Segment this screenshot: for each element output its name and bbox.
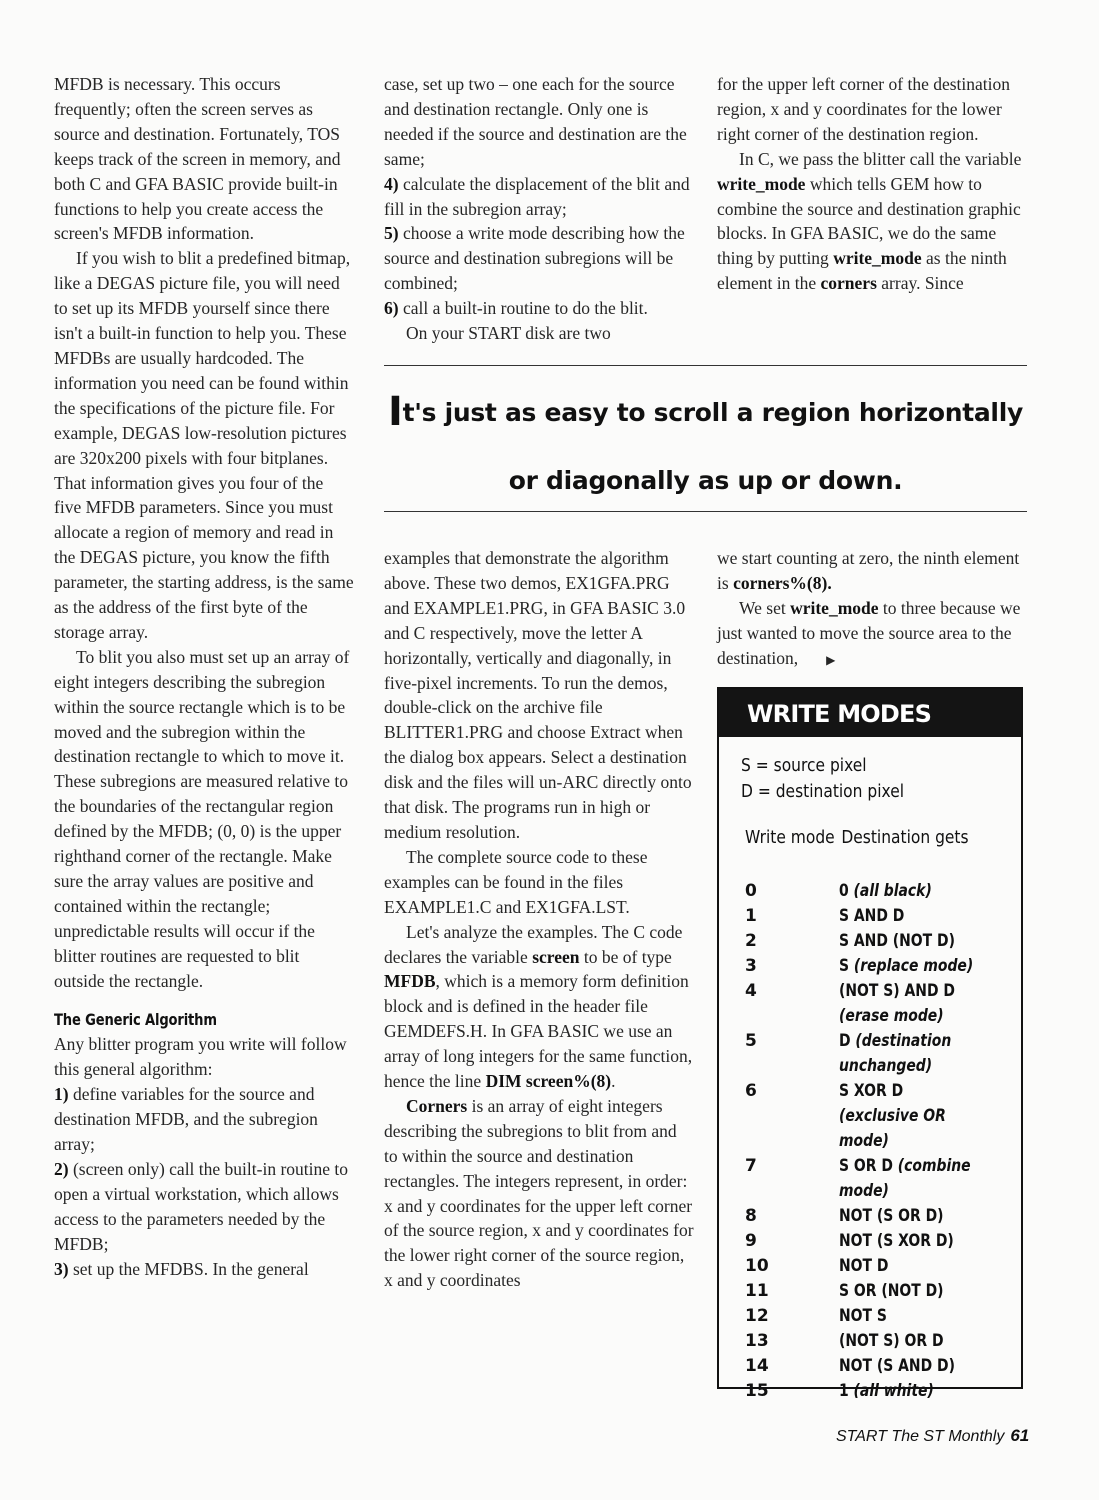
mode-expression: (NOT S) OR D	[839, 1331, 944, 1351]
mode-expression: S	[839, 956, 854, 976]
text-run: array. Since	[876, 273, 964, 294]
algorithm-step	[54, 1082, 354, 1157]
code-term: corners%(8).	[733, 572, 832, 593]
mode-expression: NOT (S XOR D)	[839, 1231, 954, 1251]
text-run: We set	[739, 597, 791, 618]
mode-result	[839, 1379, 978, 1404]
table-row	[745, 1079, 1035, 1154]
mode-expression: NOT S	[839, 1306, 887, 1326]
mode-result	[839, 1354, 978, 1379]
pullquote	[384, 378, 1027, 515]
algorithm-step	[384, 221, 694, 296]
code-term: write_mode	[790, 597, 879, 618]
column-header-mode: Write mode	[745, 827, 835, 848]
text-run: which tells GEM how to combine the source and destination graphic blocks. In GFA BASIC, we do the same thing by putting	[717, 173, 1021, 269]
paragraph: examples that demonstrate the algorithm above. These two demos, EX1GFA.PRG and EXAMPLE1.PRG, in GFA BASIC 3.0 and C respectively, move the letter A horizontally, vertically and diagonally, in five-pixel increments. To run the demos, double-click on the archive file BLITTER1.PRG and choose Extract when the dialog box appears. Select a destination disk and the files will un-ARC directly onto that disk. The programs run in high or medium resolution.	[384, 548, 692, 842]
mode-number: 4	[745, 981, 757, 1001]
table-row	[745, 1154, 1035, 1204]
mode-note-continued: (erase mode)	[839, 1006, 944, 1026]
mode-expression: S XOR D	[839, 1081, 904, 1101]
table-row	[745, 1229, 1035, 1254]
text-run: to be of type	[579, 946, 672, 967]
mode-result	[839, 1029, 978, 1079]
mode-result	[839, 979, 978, 1029]
pullquote-rule-bottom	[384, 511, 1027, 512]
step-number: 3)	[54, 1258, 69, 1279]
algorithm-step	[54, 1257, 354, 1282]
drop-cap: I	[388, 389, 403, 435]
mode-result	[839, 1154, 978, 1204]
text-run: we start counting at zero, the ninth element is	[717, 548, 1020, 593]
mode-result	[839, 879, 978, 904]
mode-number: 2	[745, 931, 757, 951]
mode-expression: S OR (NOT D)	[839, 1281, 944, 1301]
paragraph: MFDB is necessary. This occurs frequently; often the screen serves as source and destination. Fortunately, TOS keeps track of the screen in memory, and both C and GFA BASIC provide built-in functions to help you create access the screen's MFDB information.	[54, 74, 341, 244]
code-term: screen	[532, 946, 580, 967]
text-run: In C, we pass the blitter call the variable	[739, 148, 1022, 169]
table-header	[745, 827, 986, 848]
paragraph: case, set up two – one each for the source and destination rectangle. Only one is needed if the source and destination are the same;	[384, 74, 687, 169]
step-text: choose a write mode describing how the source and destination subregions will be combined;	[384, 223, 685, 294]
paragraph: Any blitter program you write will follow this general algorithm:	[54, 1034, 347, 1080]
code-term: write_mode	[717, 173, 806, 194]
mode-expression: D	[839, 1031, 856, 1051]
mode-number: 9	[745, 1231, 757, 1251]
page-footer	[836, 1426, 1029, 1446]
mode-note: (exclusive OR	[839, 1106, 946, 1126]
mode-result	[839, 1329, 978, 1354]
article-column-2-bottom	[384, 546, 694, 1293]
mode-number: 10	[745, 1256, 769, 1276]
mode-note-continued: mode)	[839, 1131, 889, 1151]
text-run: is an array of eight integers describing the subregions to blit from and to within the source and destination rectangles. The integers represent, in order: x and y coordinates for the upper left corner of the source region, x and y coordinates for the lower right corner of the source region, x and y coordinates	[384, 1095, 694, 1291]
step-number: 2)	[54, 1158, 69, 1179]
mode-result	[839, 1279, 978, 1304]
mode-result	[839, 954, 978, 979]
mode-number: 5	[745, 1031, 757, 1051]
algorithm-step	[54, 1157, 354, 1257]
mode-number: 12	[745, 1306, 769, 1326]
table-row	[745, 1354, 1035, 1379]
paragraph: To blit you also must set up an array of eight integers describing the subregion within the source rectangle which is to be moved and the subregion within the destination rectangle to which to move it. These subregions are measured relative to the boundaries of the rectangular region defined by the MFDB; (0, 0) is the upper righthand corner of the rectangle. Make sure the array values are positive and contained within the rectangle; unpredictable results will occur if the blitter routines are requested to blit outside the rectangle.	[54, 646, 350, 991]
mode-note: (all black)	[853, 881, 932, 901]
legend	[741, 753, 904, 805]
mode-number: 3	[745, 956, 757, 976]
section-subhead: The Generic Algorithm	[54, 1009, 217, 1029]
sidebar-title: WRITE MODES	[719, 689, 1021, 737]
column-header-destination: Destination gets	[841, 827, 969, 848]
pullquote-line-2: or diagonally as up or down.	[508, 466, 903, 495]
pullquote-rule-top	[384, 365, 1027, 366]
paragraph	[717, 147, 1027, 296]
magazine-name: START The ST Monthly	[836, 1428, 1005, 1445]
mode-expression: S OR D	[839, 1156, 898, 1176]
mode-number: 11	[745, 1281, 769, 1301]
table-row	[745, 929, 1035, 954]
mode-number: 7	[745, 1156, 757, 1176]
mode-note-continued: unchanged)	[839, 1056, 933, 1076]
mode-note: (replace mode)	[853, 956, 974, 976]
table-row	[745, 879, 1035, 904]
paragraph	[717, 546, 1027, 596]
mode-expression: 0	[839, 881, 854, 901]
step-text: set up the MFDBS. In the general	[68, 1258, 309, 1279]
mode-note: (combine	[897, 1156, 971, 1176]
mode-expression: NOT (S AND D)	[839, 1356, 955, 1376]
paragraph: If you wish to blit a predefined bitmap, like a DEGAS picture file, you will need to set up its MFDB yourself since there isn't a built-in function to help you. These MFDBs are usually hardcoded. The information you need can be found within the specifications of the picture file. For example, DEGAS low-resolution pictures are 320x200 pixels with four bitplanes. That information gives you four of the five MFDB parameters. Since you must allocate a region of memory and read in the DEGAS picture, you know the fifth parameter, the starting address, is the same as the address of the first byte of the storage array.	[54, 248, 354, 642]
table-row	[745, 1379, 1035, 1404]
step-text: call a built-in routine to do the blit.	[398, 298, 648, 319]
article-column-1	[54, 72, 354, 1282]
mode-number: 13	[745, 1331, 769, 1351]
table-row	[745, 1254, 1035, 1279]
mode-expression: NOT (S OR D)	[839, 1206, 944, 1226]
paragraph: for the upper left corner of the destination region, x and y coordinates for the lower right corner of the destination region.	[717, 74, 1011, 144]
mode-result	[839, 1229, 978, 1254]
continue-arrow-icon: ▶	[826, 652, 836, 667]
algorithm-step	[384, 172, 694, 222]
mode-number: 8	[745, 1206, 757, 1226]
paragraph	[384, 1094, 694, 1293]
article-column-2-top	[384, 72, 694, 346]
paragraph: On your START disk are two	[406, 323, 611, 344]
mode-note: (all white)	[853, 1381, 934, 1401]
mode-result	[839, 1304, 978, 1329]
step-text: (screen only) call the built-in routine to open a virtual workstation, which allows access to the parameters needed by the MFDB;	[54, 1158, 349, 1254]
table-row	[745, 1204, 1035, 1229]
table-row	[745, 1029, 1035, 1079]
text-run: Let's analyze the examples. The C code declares the variable	[384, 921, 683, 967]
legend-source: S = source pixel	[741, 755, 867, 776]
mode-number: 1	[745, 906, 757, 926]
text-run: .	[611, 1071, 616, 1092]
step-number: 4)	[384, 173, 399, 194]
mode-note: (destination	[855, 1031, 952, 1051]
mode-number: 6	[745, 1081, 757, 1101]
mode-result	[839, 1079, 978, 1154]
code-term: write_mode	[833, 248, 922, 269]
mode-expression: 1	[839, 1381, 854, 1401]
mode-result	[839, 929, 978, 954]
code-term: DIM screen%(8)	[485, 1071, 612, 1092]
text-run: , which is a memory form definition block and is defined in the header file GEMDEFS.H. In GFA BASIC we use an array of long integers for the same function, hence the line	[384, 971, 693, 1092]
write-modes-sidebar	[717, 687, 1023, 1401]
algorithm-step	[384, 296, 694, 321]
mode-result	[839, 1204, 978, 1229]
step-number: 1)	[54, 1084, 69, 1105]
text-run: as the ninth element in the	[717, 248, 1007, 294]
paragraph: The complete source code to these examples can be found in the files EXAMPLE1.C and EX1GFA.LST.	[384, 846, 648, 917]
article-column-3-bottom	[717, 546, 1027, 673]
code-term: MFDB	[384, 971, 436, 992]
step-text: define variables for the source and destination MFDB, and the subregion array;	[54, 1084, 318, 1155]
page-number: 61	[1010, 1426, 1030, 1445]
table-row	[745, 1304, 1035, 1329]
code-term: corners	[820, 273, 877, 294]
text-run: to three because we just wanted to move the source area to the destination,	[717, 597, 1021, 668]
legend-destination: D = destination pixel	[741, 781, 905, 802]
paragraph	[384, 920, 694, 1094]
table-row	[745, 979, 1035, 1029]
table-row	[745, 1329, 1035, 1354]
table-row	[745, 904, 1035, 929]
mode-number: 15	[745, 1381, 769, 1401]
step-number: 6)	[384, 298, 399, 319]
step-number: 5)	[384, 223, 399, 244]
mode-expression: S AND D	[839, 906, 905, 926]
mode-note-continued: mode)	[839, 1181, 889, 1201]
pullquote-text: t's just as easy to scroll a region horizontally	[402, 398, 1023, 427]
mode-result	[839, 904, 978, 929]
pullquote-line-1	[384, 378, 1027, 447]
mode-expression: NOT D	[839, 1256, 889, 1276]
mode-expression: S AND (NOT D)	[839, 931, 955, 951]
paragraph	[717, 596, 1027, 673]
code-term: Corners	[406, 1095, 468, 1116]
step-text: calculate the displacement of the blit and fill in the subregion array;	[384, 173, 690, 219]
mode-number: 0	[745, 881, 757, 901]
mode-result	[839, 1254, 978, 1279]
table-row	[745, 1279, 1035, 1304]
table-row	[745, 954, 1035, 979]
mode-number: 14	[745, 1356, 769, 1376]
article-column-3-top	[717, 72, 1027, 296]
write-modes-table	[745, 879, 1035, 1404]
mode-expression: (NOT S) AND D	[839, 981, 955, 1001]
